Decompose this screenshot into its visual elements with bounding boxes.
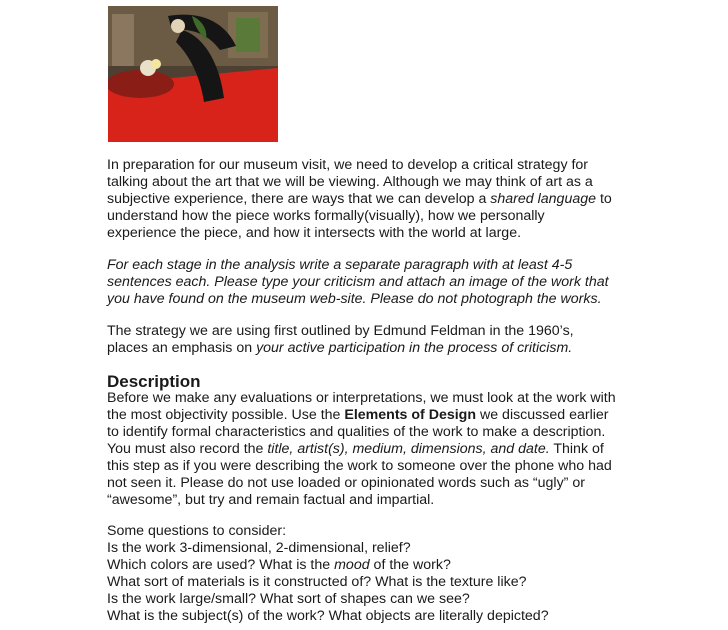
intro-line-3 bbox=[107, 191, 627, 208]
question-4: Is the work large/small? What sort of shapes can we see? bbox=[107, 591, 470, 607]
description-line-2-start: the most objectivity possible. Use the bbox=[107, 407, 345, 423]
description-paragraph bbox=[107, 390, 627, 509]
intro-line-4: understand how the piece works formally(visually), how we personally bbox=[107, 208, 545, 224]
shared-language-emphasis: shared language bbox=[490, 191, 597, 207]
description-line-2-end: we discussed earlier bbox=[476, 407, 609, 423]
intro-line-3-end: to bbox=[596, 191, 612, 207]
painting-illustration bbox=[108, 6, 278, 142]
description-line-5: this step as if you were describing the work to someone over the phone who had bbox=[107, 458, 612, 474]
instructions-line-3: you have found on the museum web-site. Please do not photograph the works. bbox=[107, 291, 602, 307]
mood-emphasis: mood bbox=[334, 557, 370, 573]
description-line-3: to identify formal characteristics and qualities of the work to make a description. bbox=[107, 424, 606, 440]
painting-flowers-2 bbox=[151, 59, 161, 69]
description-line-4-start: You must also record the bbox=[107, 441, 268, 457]
question-2 bbox=[107, 557, 627, 574]
description-line-7: “awesome”, but try and remain factual and impartial. bbox=[107, 492, 435, 508]
active-participation-emphasis: your active participation in the process of criticism. bbox=[256, 340, 573, 356]
intro-line-1: In preparation for our museum visit, we need to develop a critical strategy for bbox=[107, 157, 589, 173]
strategy-line-1: The strategy we are using first outlined by Edmund Feldman in the 1960’s, bbox=[107, 323, 574, 339]
description-line-4 bbox=[107, 441, 627, 458]
strategy-line-2 bbox=[107, 340, 627, 357]
strategy-line-2-start: places an emphasis on bbox=[107, 340, 257, 356]
question-2-start: Which colors are used? What is the bbox=[107, 557, 335, 573]
instructions-line-1: For each stage in the analysis write a separate paragraph with at least 4-5 bbox=[107, 257, 573, 273]
question-2-end: of the work? bbox=[369, 557, 451, 573]
description-heading: Description bbox=[107, 372, 201, 391]
painting-image bbox=[108, 6, 278, 142]
questions-intro: Some questions to consider: bbox=[107, 523, 287, 539]
questions-list bbox=[107, 523, 627, 625]
intro-paragraph bbox=[107, 157, 627, 242]
instructions-paragraph bbox=[107, 257, 627, 308]
instructions-line-2: sentences each. Please type your criticism and attach an image of the work that bbox=[107, 274, 609, 290]
description-line-1: Before we make any evaluations or interpretations, we must look at the work with bbox=[107, 390, 616, 406]
question-5: What is the subject(s) of the work? What objects are literally depicted? bbox=[107, 608, 549, 624]
painting-left-panel bbox=[112, 14, 134, 66]
description-line-6: not seen it. Please do not use loaded or opinionated words such as “ugly” or bbox=[107, 475, 585, 491]
painting-face bbox=[171, 19, 185, 33]
question-1: Is the work 3-dimensional, 2-dimensional, relief? bbox=[107, 540, 411, 556]
question-3: What sort of materials is it constructed of? What is the texture like? bbox=[107, 574, 527, 590]
description-line-4-end: Think of bbox=[549, 441, 604, 457]
painting-window-sky bbox=[236, 18, 260, 52]
record-fields-emphasis: title, artist(s), medium, dimensions, and date. bbox=[267, 441, 550, 457]
description-line-2 bbox=[107, 407, 627, 424]
intro-line-3-start: subjective experience, there are ways that we can develop a bbox=[107, 191, 491, 207]
intro-line-5: experience the piece, and how it intersects with the world at large. bbox=[107, 225, 522, 241]
painting-table bbox=[108, 70, 174, 98]
intro-line-2: talking about the art that we will be viewing. Although we may think of art as a bbox=[107, 174, 593, 190]
elements-of-design-bold: Elements of Design bbox=[344, 407, 477, 423]
strategy-paragraph bbox=[107, 323, 627, 357]
